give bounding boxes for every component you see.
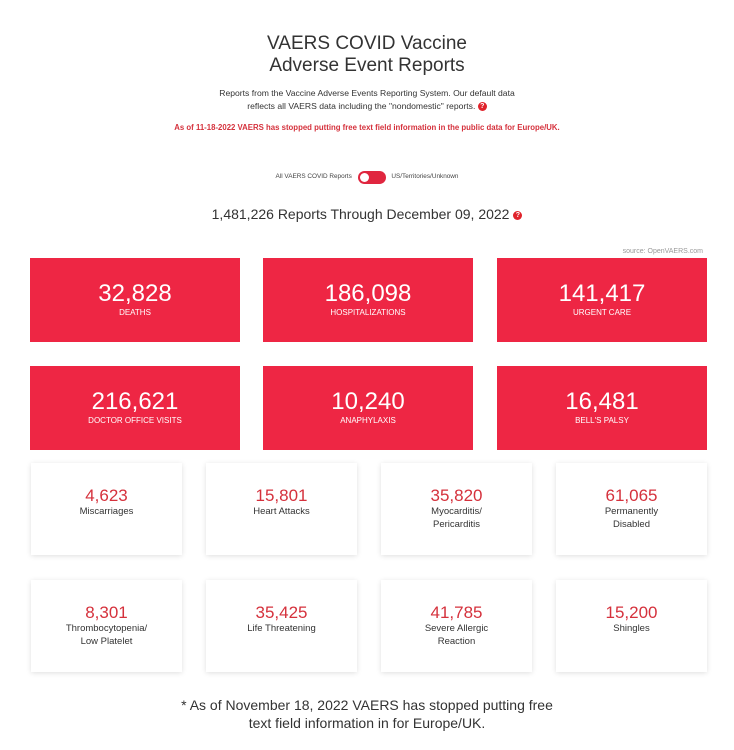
page-title-line2: Adverse Event Reports bbox=[269, 55, 465, 76]
stat-card-thrombocytopenia[interactable] bbox=[31, 580, 182, 672]
stat-value: 8,301 bbox=[85, 603, 128, 622]
stat-card-permanently-disabled[interactable] bbox=[556, 463, 707, 555]
stat-label-line1: Heart Attacks bbox=[253, 506, 310, 517]
stat-label-line1: Thrombocytopenia/ bbox=[65, 623, 148, 634]
stat-card-hospitalizations[interactable] bbox=[263, 258, 473, 342]
stat-label-line1: Miscarriages bbox=[79, 506, 134, 517]
page-title-line1: VAERS COVID Vaccine bbox=[267, 33, 467, 54]
stat-label-line2: Reaction bbox=[437, 636, 476, 647]
stat-card-severe-allergic-reaction[interactable] bbox=[381, 580, 532, 672]
stat-card-urgent-care[interactable] bbox=[497, 258, 707, 342]
stat-card-doctor-office-visits[interactable] bbox=[30, 366, 240, 450]
stat-label: BELL'S PALSY bbox=[575, 416, 629, 425]
footer-note bbox=[0, 696, 734, 732]
toggle-knob bbox=[360, 173, 369, 182]
intro-line2-wrap bbox=[150, 100, 584, 113]
footer-line2: text field information in for Europe/UK. bbox=[248, 715, 486, 731]
stat-value: 10,240 bbox=[331, 388, 405, 415]
stat-value: 35,425 bbox=[255, 603, 308, 622]
stat-label: URGENT CARE bbox=[572, 308, 632, 317]
stat-card-anaphylaxis[interactable] bbox=[263, 366, 473, 450]
page-title bbox=[0, 33, 734, 77]
data-scope-toggle-row bbox=[0, 170, 734, 185]
stat-label: DOCTOR OFFICE VISITS bbox=[88, 416, 182, 425]
stat-value: 61,065 bbox=[605, 486, 658, 505]
stat-label-line1: Permanently bbox=[604, 506, 659, 517]
stat-card-heart-attacks[interactable] bbox=[206, 463, 357, 555]
stat-value: 41,785 bbox=[430, 603, 483, 622]
intro-text bbox=[150, 87, 584, 112]
stat-value: 16,481 bbox=[565, 388, 639, 415]
stat-card-miscarriages[interactable] bbox=[31, 463, 182, 555]
stat-value: 35,820 bbox=[430, 486, 483, 505]
stat-label-line1: Severe Allergic bbox=[424, 623, 489, 634]
footer-line1: * As of November 18, 2022 VAERS has stopped putting free bbox=[181, 697, 553, 713]
stat-card-deaths[interactable] bbox=[30, 258, 240, 342]
stat-value: 216,621 bbox=[91, 388, 179, 415]
stat-label: ANAPHYLAXIS bbox=[340, 416, 396, 425]
stat-label: DEATHS bbox=[119, 308, 151, 317]
stat-label: HOSPITALIZATIONS bbox=[330, 308, 406, 317]
data-scope-toggle[interactable] bbox=[358, 171, 386, 184]
stat-label-line2: Pericarditis bbox=[433, 519, 480, 530]
europe-notice: As of 11-18-2022 VAERS has stopped putting free text field information in the public data for Europe/UK. bbox=[174, 123, 560, 132]
stat-value: 141,417 bbox=[558, 280, 646, 307]
stat-value: 15,801 bbox=[255, 486, 308, 505]
help-icon[interactable]: ? bbox=[513, 211, 522, 220]
stat-value: 4,623 bbox=[85, 486, 128, 505]
stat-value: 15,200 bbox=[605, 603, 658, 622]
intro-line2: reflects all VAERS data including the "nondomestic" reports. bbox=[247, 100, 476, 111]
stat-value: 186,098 bbox=[324, 280, 412, 307]
toggle-left-label: All VAERS COVID Reports bbox=[275, 173, 352, 180]
stat-label-line1: Life Threatening bbox=[247, 623, 316, 634]
help-icon[interactable]: ? bbox=[478, 102, 487, 111]
source-credit: source: OpenVAERS.com bbox=[622, 248, 703, 255]
stat-value: 32,828 bbox=[98, 280, 172, 307]
stat-label-line2: Disabled bbox=[613, 519, 650, 530]
stat-card-shingles[interactable] bbox=[556, 580, 707, 672]
stat-card-life-threatening[interactable] bbox=[206, 580, 357, 672]
reports-total bbox=[0, 206, 734, 222]
reports-total-text: 1,481,226 Reports Through December 09, 2022 bbox=[211, 206, 510, 222]
stat-label-line2: Low Platelet bbox=[80, 636, 133, 647]
intro-line1: Reports from the Vaccine Adverse Events Reporting System. Our default data bbox=[219, 88, 515, 98]
stat-card-bells-palsy[interactable] bbox=[497, 366, 707, 450]
stat-card-myocarditis[interactable] bbox=[381, 463, 532, 555]
stat-label-line1: Shingles bbox=[613, 623, 650, 634]
stat-label-line1: Myocarditis/ bbox=[431, 506, 482, 517]
toggle-right-label: US/Territories/Unknown bbox=[391, 173, 459, 180]
